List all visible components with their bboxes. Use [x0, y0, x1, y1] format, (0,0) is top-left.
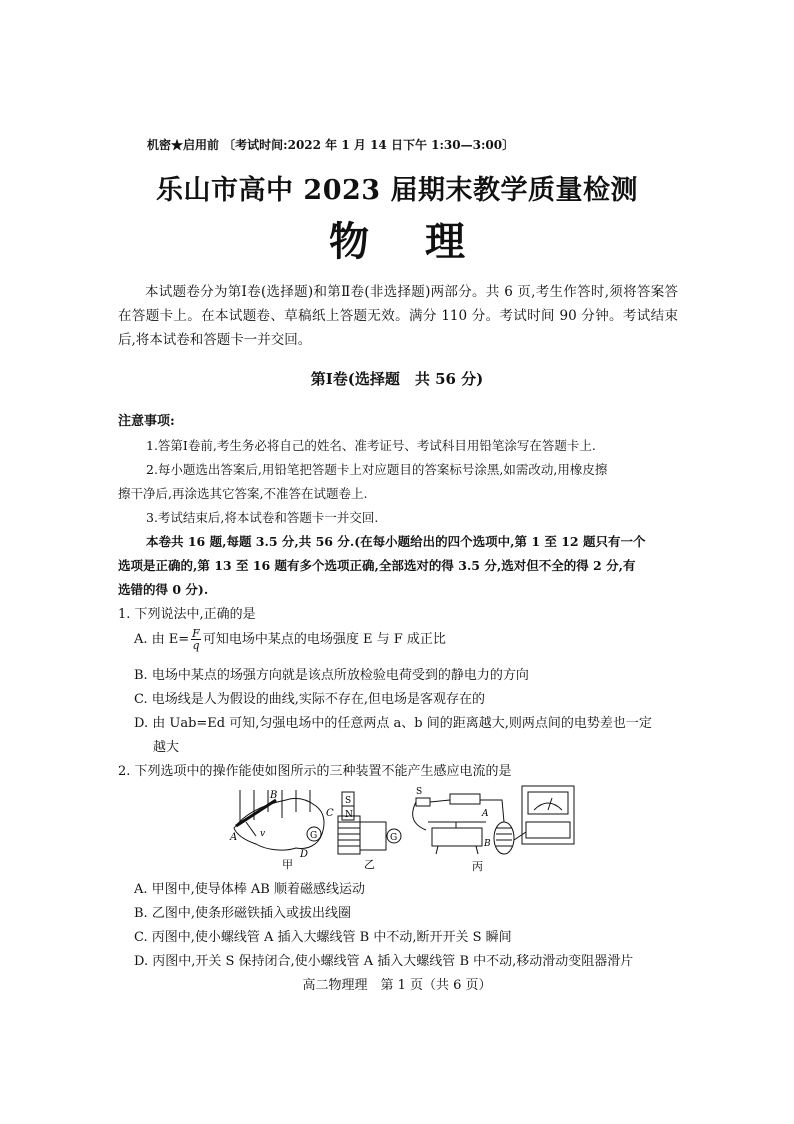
- fig-label-bing: 丙: [472, 860, 483, 872]
- fig-label-jia: 甲: [282, 858, 293, 871]
- q2-option-c: C. 丙图中,使小螺线管 A 插入大螺线管 B 中不动,断开开关 S 瞬间: [134, 930, 512, 945]
- q1-a-denominator: q: [192, 639, 200, 652]
- figure-bing: [413, 786, 574, 854]
- fig-letter-a2: A: [482, 809, 489, 819]
- q1-stem: 1. 下列说法中,正确的是: [118, 607, 256, 622]
- intro-paragraph: 本试题卷分为第Ⅰ卷(选择题)和第Ⅱ卷(非选择题)两部分。共 6 页,考生作答时,须将答案答在答题卡上。在本试题卷、草稿纸上答题无效。满分 110 分。考试时间 90 分钟。考试结束后,将本试卷和答题卡一并交回。: [118, 284, 678, 348]
- fig-letter-b2: B: [484, 839, 491, 849]
- fig-letter-s: S: [345, 796, 352, 806]
- note-1: 1.答第Ⅰ卷前,考生务必将自己的姓名、准考证号、考试科目用铅笔涂写在答题卡上.: [146, 438, 596, 453]
- fig-letter-c: C: [326, 808, 334, 819]
- q1-option-b: B. 电场中某点的场强方向就是该点所放检验电荷受到的静电力的方向: [134, 668, 529, 683]
- q1-option-a: [134, 628, 446, 651]
- q1-a-fraction: [191, 628, 201, 651]
- q1-a-prefix: A. 由 E=: [134, 632, 190, 647]
- fig-letter-a: A: [230, 832, 238, 843]
- q2-option-d: D. 丙图中,开关 S 保持闭合,使小螺线管 A 插入大螺线管 B 中不动,移动滑动变阻器滑片: [134, 954, 634, 969]
- note-2: 2.每小题选出答案后,用铅笔把答题卡上对应题目的答案标号涂黑,如需改动,用橡皮擦: [146, 462, 608, 477]
- fig-letter-g2: G: [390, 833, 398, 843]
- fig-letter-v: v: [260, 829, 266, 839]
- page-footer: 高二物理理 第 1 页（共 6 页）: [302, 978, 492, 993]
- q1-a-suffix: 可知电场中某点的电场强度 E 与 F 成正比: [202, 632, 446, 647]
- fig-letter-s2: S: [416, 787, 423, 797]
- q2-option-a: A. 甲图中,使导体棒 AB 顺着磁感线运动: [134, 882, 365, 897]
- q2-stem: 2. 下列选项中的操作能使如图所示的三种装置不能产生感应电流的是: [118, 764, 512, 779]
- fig-letter-g1: G: [310, 831, 318, 841]
- q2-option-b: B. 乙图中,使条形磁铁插入或拔出线圈: [134, 906, 351, 921]
- fig-letter-n: N: [345, 810, 353, 820]
- note-3: 3.考试结束后,将本试卷和答题卡一并交回.: [146, 510, 379, 525]
- q2-figure: [226, 782, 586, 872]
- instructions-line-3: 选错的得 0 分).: [118, 582, 209, 597]
- instructions-line-2: 选项是正确的,第 13 至 16 题有多个选项正确,全部选对的得 3.5 分,选对但不全的得 2 分,有: [118, 558, 636, 573]
- instructions-line-1: 本卷共 16 题,每题 3.5 分,共 56 分.(在每小题给出的四个选项中,第 1 至 12 题只有一个: [146, 534, 646, 549]
- notes-heading: 注意事项:: [118, 414, 175, 429]
- exam-header: 机密★启用前 〔考试时间:2022 年 1 月 14 日下午 1:30—3:00〕: [147, 138, 515, 152]
- fig-label-yi: 乙: [364, 858, 375, 871]
- section-title: 第Ⅰ卷(选择题 共 56 分): [310, 370, 484, 388]
- subject-title: 物理: [329, 218, 521, 265]
- q1-option-d: D. 由 Uab=Ed 可知,匀强电场中的任意两点 a、b 间的距离越大,则两点间的电势差也一定: [134, 716, 652, 731]
- fig-letter-d: D: [300, 849, 309, 860]
- exam-title: 乐山市高中 2023 届期末教学质量检测: [156, 175, 638, 206]
- figure-jia: [234, 790, 324, 850]
- q1-a-numerator: F: [192, 627, 200, 640]
- fig-letter-b: B: [270, 790, 278, 801]
- q1-option-c: C. 电场线是人为假设的曲线,实际不存在,但电场是客观存在的: [134, 692, 486, 707]
- note-2-cont: 擦干净后,再涂选其它答案,不准答在试题卷上.: [118, 486, 368, 501]
- q1-option-d-cont: 越大: [153, 740, 180, 755]
